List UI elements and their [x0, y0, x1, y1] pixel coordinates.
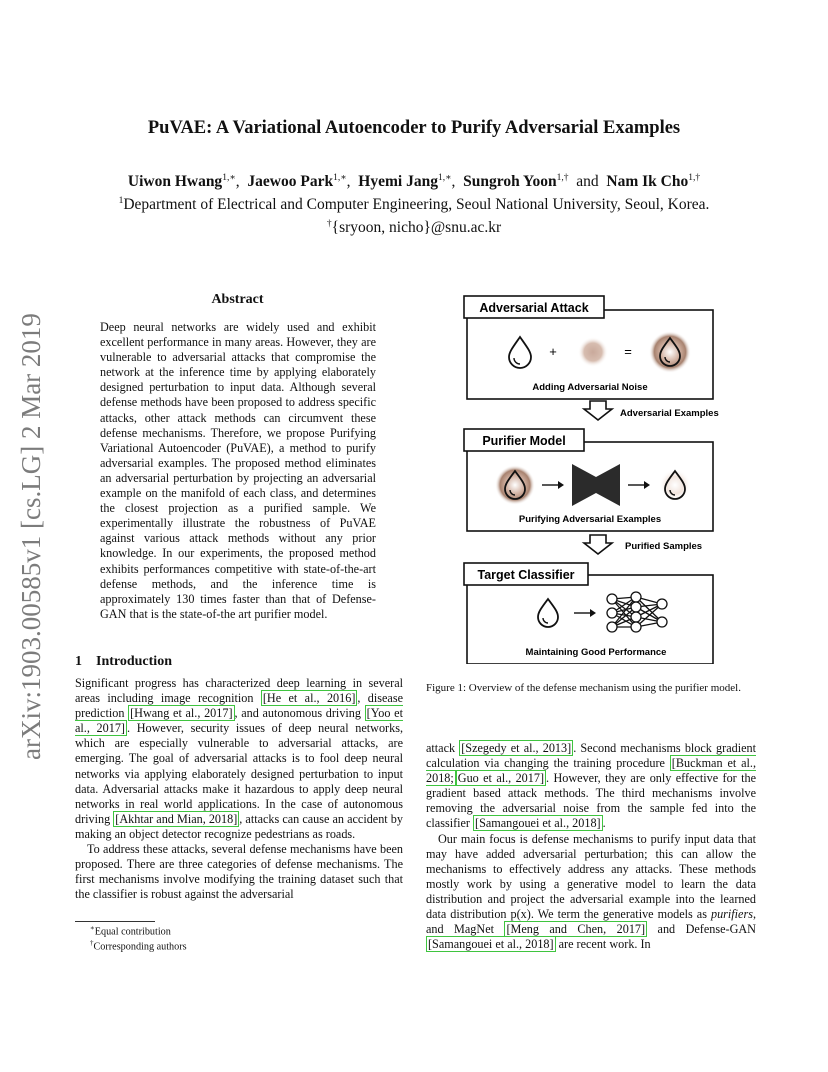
purifier-model-panel [464, 429, 713, 531]
author-sup: 1,∗ [222, 173, 236, 183]
author-name: Nam Ik Cho [606, 173, 689, 191]
box1-caption: Adding Adversarial Noise [532, 382, 648, 393]
autoencoder-icon [572, 464, 620, 506]
email-text: {sryoon, nicho}@snu.ac.kr [331, 219, 502, 237]
right-arrow-icon [542, 481, 564, 489]
intro-text-run: . However, security issues of deep neural networks, which are especially vulnerable to adversarial attacks, are emerging. The goal of adversarial attacks is to fool deep neural networks via applying elaborately designed perturbation to input data. Adversarial attacks make it hazardous to apply deep neural networks in real world applications. In the case of autonomous driving [75, 721, 403, 826]
intro-paragraph-2: To address these attacks, several defense mechanisms have been proposed. There are three categories of defense mechanisms. The first mechanisms involve modifying the training dataset such that the classifier is robust against the adversarial [75, 842, 403, 902]
right-column-text [426, 741, 756, 952]
author-sup: 1,† [556, 173, 569, 183]
author-name: Sungroh Yoon [463, 173, 557, 191]
body-text-run: are recent work. In [555, 937, 651, 952]
target-classifier-panel [464, 563, 713, 664]
abstract-text: Deep neural networks are widely used and exhibit excellent performance in many areas. However, they are vulnerable to adversarial attacks that compromise the network at the inference time by applying elaborately designed perturbation to input data. Although several defense methods have been proposed to address specific attacks, other attack methods can circumvent these defense mechanisms. Therefore, we propose Purifying Variational Autoencoder (PuVAE), a method to purify adversarial examples. The proposed method eliminates an adversarial perturbation by projecting an adversarial example on the manifold of each class, and determines the closest projection as a purified sample. We experimentally illustrate the robustness of PuVAE against various attack methods without any prior knowledge. In our experiments, the proposed method exhibits performances competitive with state-of-the-art defense methods, and the inference time is approximately 130 times faster than that of Defense-GAN that is the state-of-the art purifier model. [100, 320, 376, 621]
right-arrow-icon [574, 609, 596, 617]
down-arrow [584, 401, 719, 420]
body-text-run: , and MagNet [426, 907, 756, 937]
arxiv-id: arXiv:1903.00585v1 [cs.LG] 2 Mar 2019 [16, 313, 46, 760]
citation-link[interactable]: Guo et al., 2017] [457, 771, 545, 786]
purified-blob [659, 469, 691, 501]
author-list: Uiwon Hwang$^{1,∗}$, Jaewoo Park$^{1,∗}$, Hyemi Jang$^{1,∗}$, Sungroh Yoon$^{1,\dagger}$ and Nam Ik Cho$^{1,\dagger}$ [127, 173, 701, 191]
emphasis: purifiers [710, 907, 753, 922]
box2-caption: Purifying Adversarial Examples [518, 514, 662, 525]
citation-link[interactable]: [He et al., 2016] [262, 691, 356, 706]
box3-caption: Maintaining Good Performance [525, 647, 667, 658]
citation-link[interactable]: [Szegedy et al., 2013] [461, 741, 572, 755]
author-name: Jaewoo Park [247, 173, 334, 191]
arxiv-stamp [10, 290, 50, 760]
email-sup: † [326, 219, 332, 229]
footnote [90, 939, 187, 952]
affiliation-sup: 1 [118, 196, 124, 206]
citation-link[interactable]: [Yoo et al., 2017] [75, 706, 403, 736]
purified-drop-icon [538, 599, 558, 627]
author-name: Uiwon Hwang [127, 173, 223, 191]
citation-link[interactable]: [Buckman et al., 2018; [426, 756, 756, 786]
section-number: 1 [75, 654, 82, 669]
body-text-run: . However, they are only effective for the gradient based attack methods. The third mechanisms involve removing the adversarial noise from the sample fed into the classifier [426, 771, 757, 831]
author-and: and [576, 173, 599, 191]
footnote-text: Equal contribution [94, 926, 171, 938]
body-text-run: . [602, 816, 606, 831]
right-arrow-icon [628, 481, 650, 489]
citation-link[interactable]: [Meng and Chen, 2017] [506, 922, 646, 937]
figure-1 [440, 294, 740, 664]
paper-title: PuVAE: A Variational Autoencoder to Purify Adversarial Examples [147, 118, 681, 138]
equals-sign: = [624, 344, 632, 359]
plus-sign: + [549, 344, 557, 359]
abstract-heading: Abstract [211, 292, 264, 307]
author-sup: 1,∗ [437, 173, 452, 183]
footnote-sup: † [90, 939, 94, 947]
section-heading [75, 654, 172, 670]
citation-link[interactable]: [Samangouei et al., 2018] [428, 937, 554, 952]
noise-blob [578, 337, 608, 367]
footnote-text: Corresponding authors [93, 941, 187, 953]
drop-icon [509, 337, 531, 368]
intro-text-run: , and autonomous driving [234, 706, 365, 721]
author-sup: 1,† [688, 173, 701, 183]
box1-title: Adversarial Attack [479, 301, 589, 315]
author-name: Hyemi Jang [358, 173, 438, 191]
figure-caption: Figure 1: Overview of the defense mechanism using the purifier model. [426, 682, 741, 694]
intro-text-run: Significant progress has characterized deep learning in several areas including image recognition [75, 676, 403, 706]
author-sup: 1,∗ [333, 173, 347, 183]
body-text-run: . Second mechanisms block gradient calculation via changing the training procedure [426, 741, 756, 771]
intro-text-run: , attacks can cause an accident by making an object detector recognize pedestrians as roads. [75, 811, 403, 841]
citation-link[interactable]: [Hwang et al., 2017] [130, 706, 233, 721]
box3-title: Target Classifier [477, 568, 575, 582]
intro-text-run: , disease prediction [75, 691, 403, 721]
affiliation-text: Department of Electrical and Computer Engineering, Seoul National University, Seoul, Korea. [123, 196, 710, 214]
arrow2-label: Purified Samples [625, 541, 703, 552]
body-text-run: Our main focus is defense mechanisms to purify input data that may have added adversarial perturbation; this can allow the mechanisms to effectively address any attacks. These methods mostly work by using a generative model to learn the data distribution and project the adversarial example into the learned data distribution p(x). We term the generative models as [426, 831, 756, 922]
footnote-sup: ∗ [90, 924, 95, 932]
section-title: Introduction [96, 654, 172, 669]
neural-network-icon [607, 592, 667, 632]
footnote-rule [75, 921, 155, 922]
box2-title: Purifier Model [482, 434, 566, 448]
footnote [90, 924, 171, 937]
arrow1-label: Adversarial Examples [620, 408, 719, 419]
intro-text [75, 676, 403, 902]
adversarial-attack-panel [464, 296, 713, 399]
body-text-run: and Defense-GAN [647, 922, 756, 937]
email-line [0, 219, 828, 237]
body-text-run: attack [426, 741, 460, 755]
citation-link[interactable]: [Samangouei et al., 2018] [475, 816, 601, 831]
affiliation [0, 196, 828, 214]
down-arrow [584, 535, 702, 554]
citation-link[interactable]: [Akhtar and Mian, 2018] [115, 811, 238, 826]
